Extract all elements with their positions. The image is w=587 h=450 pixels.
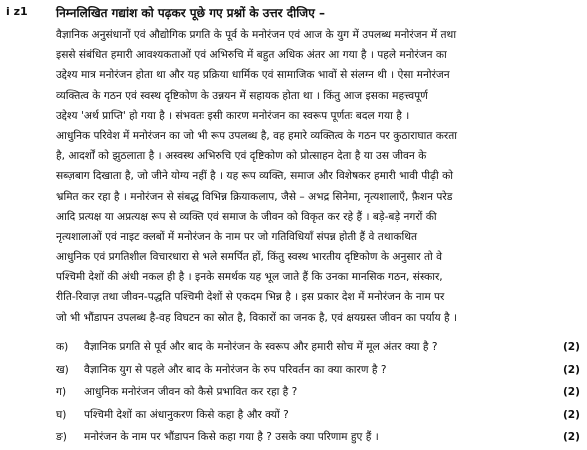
question-item: [56, 404, 580, 427]
passage-line: इससे संबंधित हमारी आवश्यकताओं एवं अभिरुचि में बहुत अधिक अंतर आ गया है । पहले मनोरंजन का: [56, 49, 447, 62]
question-marks: (2): [562, 431, 580, 444]
question-marks: (2): [562, 408, 580, 421]
passage-line: आदि प्रत्यक्ष या अप्रत्यक्ष रूप से व्यक्ति एवं समाज के जीवन को विकृत कर रहे हैं । बड़े-बड़े नगरों की: [56, 210, 437, 223]
passage-line: पश्चिमी देशों की अंधी नकल ही है । इनके समर्थक यह भूल जाते हैं कि उनका मानसिक गठन, संस्कार,: [56, 271, 443, 284]
passage-line: भ्रमित कर रहा है । मनोरंजन से संबद्ध विभिन्न क्रियाकलाप, जैसे – अभद्र सिनेमा, नृत्यशालाएँ, फ़ैशन परेड: [56, 190, 453, 203]
question-label: ग): [56, 386, 67, 399]
question-marks: (2): [562, 386, 580, 399]
question-marks: (2): [562, 363, 580, 376]
question-item: [56, 426, 580, 449]
question-text: वैज्ञानिक प्रगति से पूर्व और बाद के मनोरंजन के स्वरूप और हमारी सोच में मूल अंतर क्या है ?: [84, 341, 438, 353]
passage-line: उद्देश्य मात्र मनोरंजन होता था और यह प्रक्रिया धार्मिक एवं सामाजिक भावों से संलग्न थी । ऐसा मनोरंजन: [56, 69, 450, 82]
passage-line: वैज्ञानिक अनुसंधानों एवं औद्योगिक प्रगति के पूर्व के मनोरंजन एवं आज के युग में उपलब्ध मनोरंजन में तथा: [56, 29, 457, 41]
question-text: पश्चिमी देशों का अंधानुकरण किसे कहा है और क्यों ?: [84, 408, 289, 421]
question-label: क): [56, 341, 69, 353]
question-list: [56, 336, 580, 449]
question-number: i z1: [6, 5, 28, 18]
passage: [56, 25, 578, 328]
passage-line: है, आदर्शों को झुठलाता है । अस्वस्थ अभिरुचि एवं दृष्टिकोण को प्रोत्साहन देता है या उस जीवन के: [56, 150, 427, 163]
question-label: ङ): [56, 431, 67, 444]
question-item: [56, 381, 580, 404]
passage-line: जो भी भौंडापन उपलब्ध है-वह विघटन का स्रोत है, विकारों का जनक है, एवं क्षयग्रस्त जीवन का पर्याय है ।: [56, 311, 458, 324]
passage-line: रीति-रिवाज़ तथा जीवन-पद्धति पश्चिमी देशों से एकदम भिन्न है । इस प्रकार देश में मनोरंजन के नाम पर: [56, 291, 445, 304]
question-text: आधुनिक मनोरंजन जीवन को कैसे प्रभावित कर रहा है ?: [84, 386, 298, 399]
instruction-heading: निम्नलिखित गद्यांश को पढ़कर पूछे गए प्रश्नों के उत्तर दीजिए –: [56, 6, 326, 20]
passage-line: उद्देश्य 'अर्थ प्राप्ति' हो गया है । संभवतः इसी कारण मनोरंजन का स्वरूप पूर्णतः बदल गया है ।: [56, 109, 410, 122]
question-text: मनोरंजन के नाम पर भौंडापन किसे कहा गया है ? उसके क्या परिणाम हुए हैं ।: [84, 431, 379, 444]
passage-line: व्यक्तित्व के गठन एवं स्वस्थ दृष्टिकोण के उन्नयन में सहायक होता था । किंतु आज इसका महत्त्वपूर्ण: [56, 89, 428, 102]
question-item: [56, 359, 580, 382]
passage-line: सब्ज़बाग दिखाता है, जो जीने योग्य नहीं है । यह रूप व्यक्ति, समाज और विशेषकर हमारी भावी पीढ़ी को: [56, 170, 454, 183]
passage-line: आधुनिक एवं प्रगतिशील विचारधारा से भले समर्पित हों, किंतु स्वस्थ भारतीय दृष्टिकोण के अनुसार तो वे: [56, 251, 443, 264]
passage-line: नृत्यशालाओं एवं नाइट क्लबों में मनोरंजन के नाम पर जो गतिविधियाँ संपन्न होती हैं वे तथाकथित: [56, 230, 418, 243]
question-label: घ): [56, 408, 67, 421]
passage-line: आधुनिक परिवेश में मनोरंजन का जो भी रूप उपलब्ध है, वह हमारे व्यक्तित्व के गठन पर कुठाराघात करता: [56, 129, 458, 142]
question-text: वैज्ञानिक युग से पहले और बाद के मनोरंजन के रुप परिवर्तन का क्या कारण है ?: [84, 363, 387, 376]
question-marks: (2): [562, 341, 580, 353]
question-item: [56, 336, 580, 359]
question-label: ख): [56, 363, 69, 376]
